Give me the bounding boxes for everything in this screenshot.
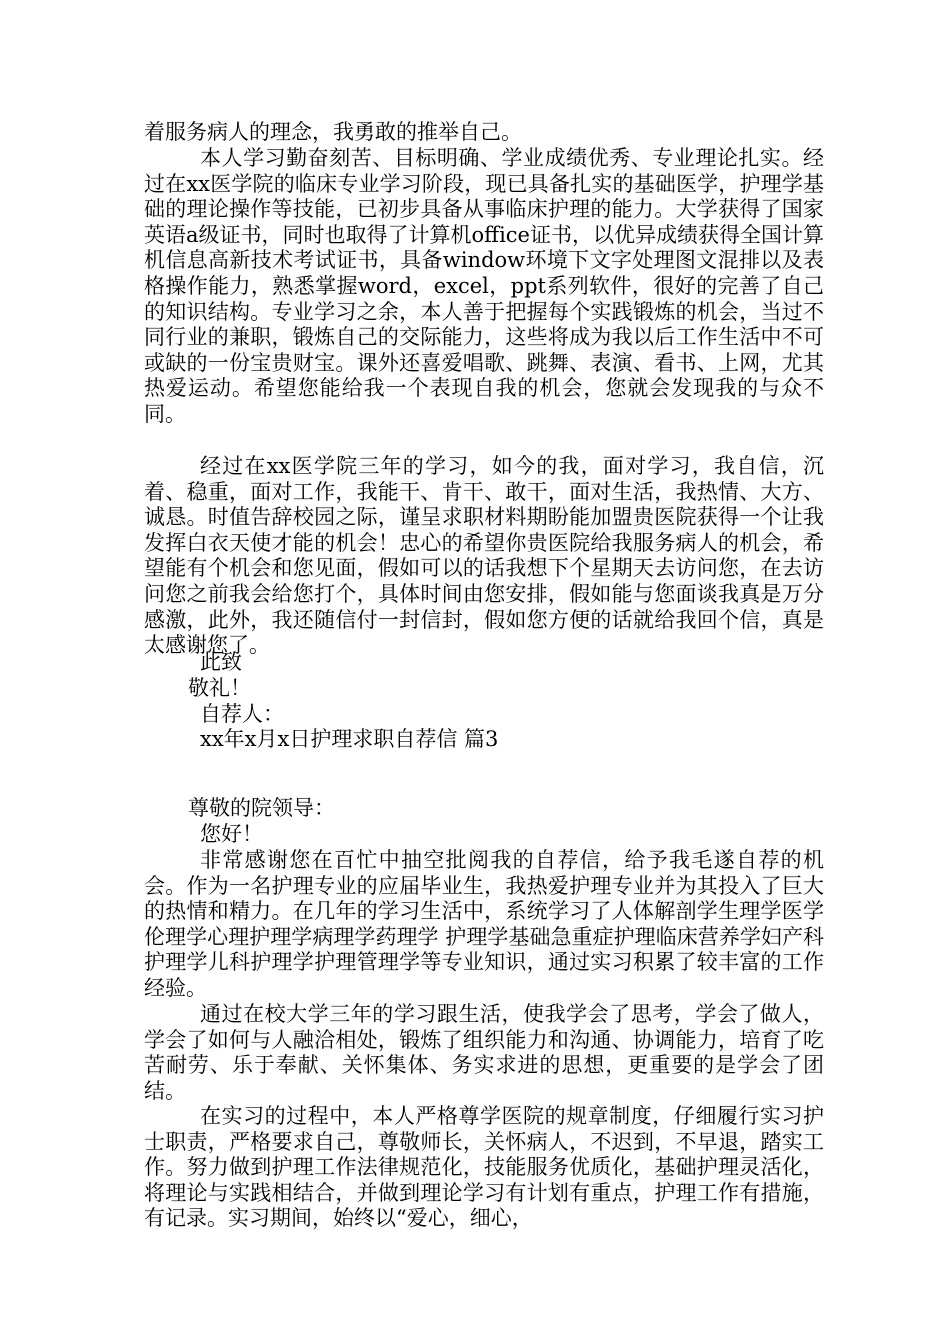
greeting: 您好！	[200, 822, 263, 846]
paragraph-intro: 非常感谢您在百忙中抽空批阅我的自荐信，给予我毛遂自荐的机会。作为一名护理专业的应届毕业生，我热爱护理专业并为其投入了巨大的热情和精力。在几年的学习生活中，系统学习了人体解剖学生理学医学伦理学心理护理学病理学药理学 护理学基础急重症护理临床营养学妇产科护理学儿科护理学护理管理学等专业知识，通过实习积累了较丰富的工作经验。	[144, 848, 824, 1000]
salutation: 尊敬的院领导：	[188, 796, 335, 820]
closing-jingli: 敬礼！	[188, 676, 251, 700]
paragraph-campus: 通过在校大学三年的学习跟生活，使我学会了思考，学会了做人，学会了如何与人融洽相处，锻炼了组织能力和沟通、协调能力，培育了吃苦耐劳、乐于奉献、关怀集体、务实求进的思想，更重要的是学会了团结。	[144, 1002, 824, 1103]
signature-label: 自荐人：	[200, 702, 284, 726]
closing-cizhi: 此致	[200, 650, 242, 674]
paragraph-continuation: 着服务病人的理念，我勇敢的推举自己。	[144, 120, 522, 144]
date-and-next-title: xx年x月x日护理求职自荐信 篇3	[200, 727, 499, 751]
paragraph-request: 经过在xx医学院三年的学习，如今的我，面对学习，我自信，沉着、稳重，面对工作，我能干、肯干、敢干，面对生活，我热情、大方、诚恳。时值告辞校园之际，谨呈求职材料期盼能加盟贵医院获得一个让我发挥白衣天使才能的机会！忠心的希望你贵医院给我服务病人的机会，希望能有个机会和您见面，假如可以的话我想下个星期天去访问您，在去访问您之前我会给您打个，具体时间由您安排，假如能与您面谈我真是万分感激，此外，我还随信付一封信封，假如您方便的话就给我回个信，真是太感谢您了。	[144, 454, 824, 658]
paragraph-study: 本人学习勤奋刻苦、目标明确、学业成绩优秀、专业理论扎实。经过在xx医学院的临床专业学习阶段，现已具备扎实的基础医学，护理学基础的理论操作等技能，已初步具备从事临床护理的能力。大学获得了国家英语a级证书，同时也取得了计算机office证书，以优异成绩获得全国计算机信息高新技术考试证书，具备window环境下文字处理图文混排以及表格操作能力，熟悉掌握word，excel，ppt系列软件，很好的完善了自己的知识结构。专业学习之余，本人善于把握每个实践锻炼的机会，当过不同行业的兼职，锻炼自己的交际能力，这些将成为我以后工作生活中不可或缺的一份宝贵财宝。课外还喜爱唱歌、跳舞、表演、看书、上网，尤其热爱运动。希望您能给我一个表现自我的机会，您就会发现我的与众不同。	[144, 146, 824, 426]
paragraph-internship: 在实习的过程中，本人严格尊学医院的规章制度，仔细履行实习护士职责，严格要求自己，尊敬师长，关怀病人，不迟到，不早退，踏实工作。努力做到护理工作法律规范化，技能服务优质化，基础护理灵活化，将理论与实践相结合，并做到理论学习有计划有重点，护理工作有措施，有记录。实习期间，始终以“爱心，细心，	[144, 1104, 824, 1231]
